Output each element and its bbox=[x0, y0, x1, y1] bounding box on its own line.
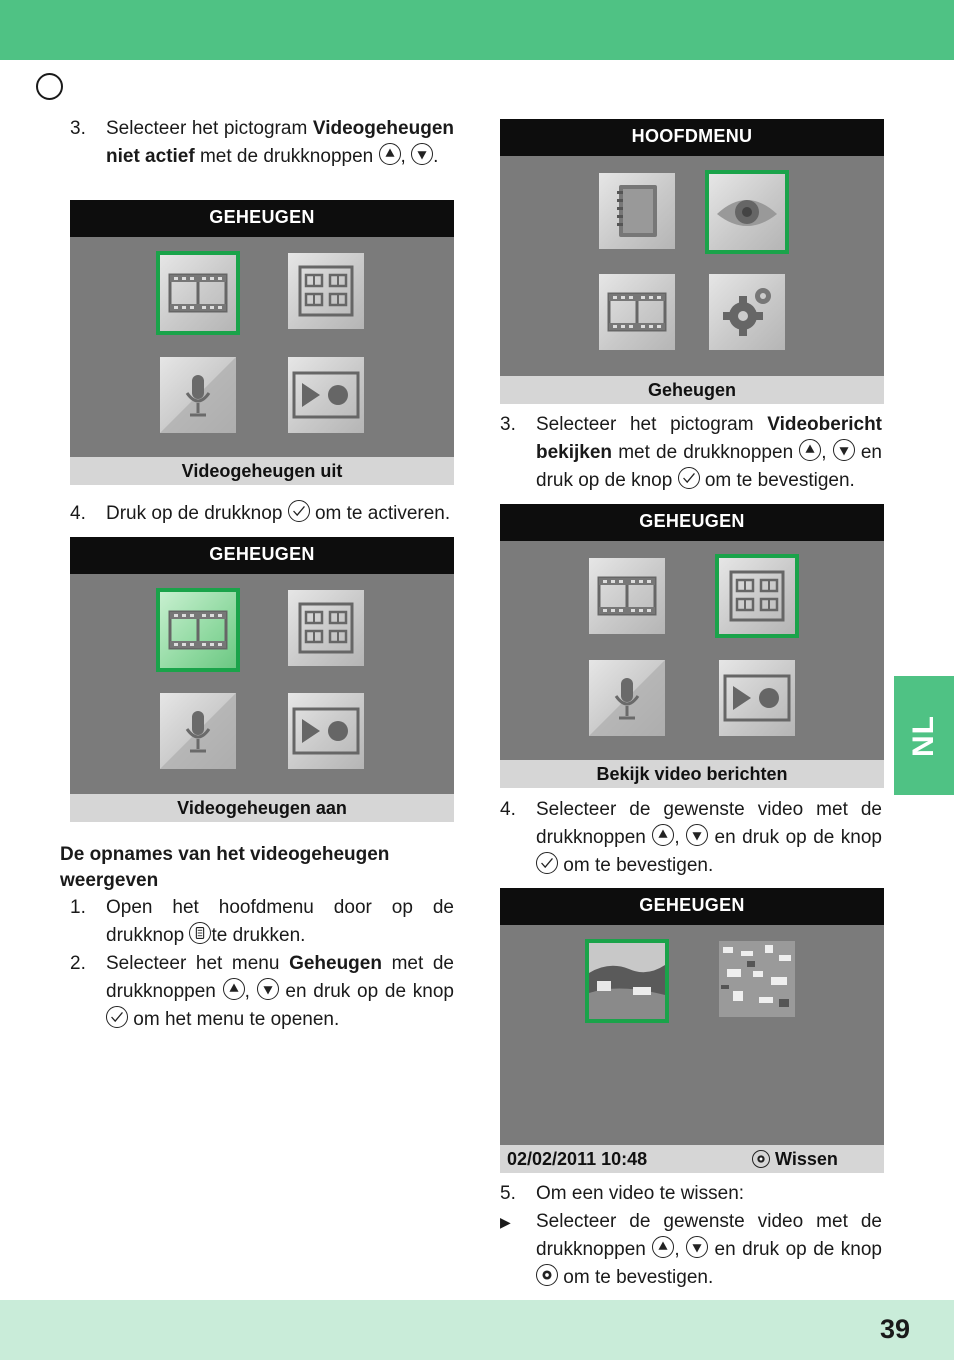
up-button-icon bbox=[799, 439, 821, 461]
screen-footer bbox=[500, 1145, 884, 1173]
ok-button-icon bbox=[678, 467, 700, 489]
screen-footer: Bekijk video berichten bbox=[500, 760, 884, 788]
delete-action[interactable]: Wissen bbox=[752, 1145, 838, 1173]
page-number: 39 bbox=[879, 1314, 910, 1344]
delete-button-icon bbox=[536, 1264, 558, 1286]
right-step-3: 3. Selecteer het pictogram Videobericht bekijken met de drukknoppen , en druk op de knop om te bevestigen. bbox=[500, 414, 882, 491]
film-icon[interactable] bbox=[160, 255, 236, 331]
left-step-3: 3. Selecteer het pictogram Videogeheugen niet actief met de drukknoppen , . bbox=[70, 118, 454, 167]
language-tab: NL bbox=[894, 676, 954, 795]
grid-icon[interactable] bbox=[288, 253, 364, 329]
ok-button-icon bbox=[288, 500, 310, 522]
section-heading: De opnames van het videogeheugen weergeven bbox=[60, 844, 390, 891]
film-icon[interactable] bbox=[599, 274, 675, 350]
left-step-4: 4. Druk op de drukknop om te activeren. bbox=[70, 500, 454, 528]
step-2: 2. Selecteer het menu Geheugen met de drukknoppen , en druk op de knop om het menu te openen. bbox=[70, 953, 455, 1030]
bottom-color-bar bbox=[0, 1300, 954, 1360]
up-button-icon bbox=[652, 824, 674, 846]
microphone-icon[interactable] bbox=[160, 693, 236, 769]
down-button-icon bbox=[833, 439, 855, 461]
circle-marker bbox=[36, 73, 63, 100]
screen-footer: Videogeheugen aan bbox=[70, 794, 454, 822]
screen-memory-on bbox=[70, 537, 454, 822]
eye-icon[interactable] bbox=[709, 174, 785, 250]
screen-title: GEHEUGEN bbox=[70, 200, 454, 237]
screen-title: GEHEUGEN bbox=[500, 504, 884, 541]
film-icon[interactable] bbox=[589, 558, 665, 634]
phonebook-icon[interactable] bbox=[599, 173, 675, 249]
screen-title: HOOFDMENU bbox=[500, 119, 884, 156]
delete-button-icon bbox=[752, 1150, 770, 1168]
screen-video-list bbox=[500, 888, 884, 1173]
ok-button-icon bbox=[106, 1006, 128, 1028]
step-1: 1. Open het hoofdmenu door op de drukknop te drukken. bbox=[70, 897, 454, 946]
screen-footer: Geheugen bbox=[500, 376, 884, 404]
screen-footer: Videogeheugen uit bbox=[70, 457, 454, 485]
play-record-icon[interactable] bbox=[288, 693, 364, 769]
bullet-step: ▶ Selecteer de gewenste video met de drukknoppen , en druk op de knop om te bevestigen. bbox=[500, 1208, 882, 1292]
gear-icon[interactable] bbox=[709, 274, 785, 350]
grid-icon[interactable] bbox=[719, 558, 795, 634]
up-button-icon bbox=[379, 143, 401, 165]
play-record-icon[interactable] bbox=[719, 660, 795, 736]
film-icon[interactable] bbox=[160, 592, 236, 668]
grid-icon[interactable] bbox=[288, 590, 364, 666]
right-step-5: 5. Om een video te wissen: ▶ Selecteer de gewenste video met de drukknoppen , en druk op de knop om te bevestigen. bbox=[500, 1180, 882, 1292]
down-button-icon bbox=[411, 143, 433, 165]
screen-title: GEHEUGEN bbox=[500, 888, 884, 925]
microphone-icon[interactable] bbox=[160, 357, 236, 433]
screen-view-messages bbox=[500, 504, 884, 788]
up-button-icon bbox=[652, 1236, 674, 1258]
right-step-4: 4. Selecteer de gewenste video met de drukknoppen , en druk op de knop om te bevestigen. bbox=[500, 799, 882, 876]
up-button-icon bbox=[223, 978, 245, 1000]
down-button-icon bbox=[686, 824, 708, 846]
down-button-icon bbox=[686, 1236, 708, 1258]
screen-memory-off bbox=[70, 200, 454, 485]
screen-title: GEHEUGEN bbox=[70, 537, 454, 574]
ok-button-icon bbox=[536, 852, 558, 874]
video-thumbnail-2[interactable] bbox=[719, 941, 795, 1017]
section-heading-block bbox=[60, 842, 454, 894]
video-datetime: 02/02/2011 10:48 bbox=[507, 1149, 648, 1169]
bullet-arrow-icon: ▶ bbox=[500, 1214, 511, 1230]
video-thumbnail-1[interactable] bbox=[589, 943, 665, 1019]
play-record-icon[interactable] bbox=[288, 357, 364, 433]
top-color-bar bbox=[0, 0, 954, 60]
menu-button-icon bbox=[189, 922, 211, 944]
left-steps-1-2 bbox=[70, 894, 454, 1034]
down-button-icon bbox=[257, 978, 279, 1000]
screen-main-menu bbox=[500, 119, 884, 404]
microphone-icon[interactable] bbox=[589, 660, 665, 736]
